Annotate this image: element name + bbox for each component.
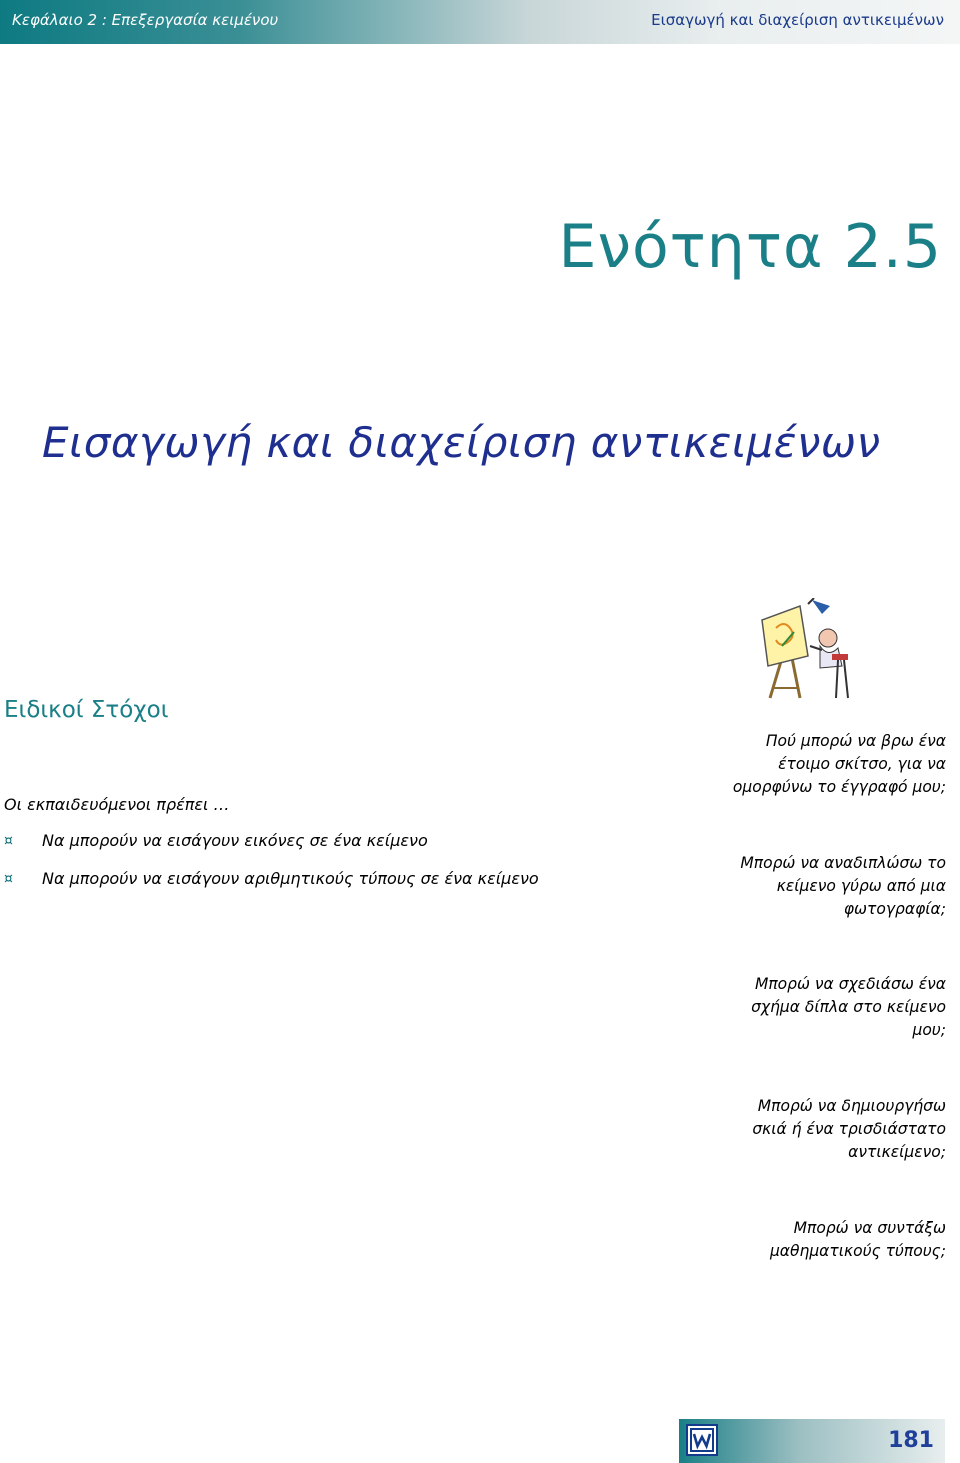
goals-intro: Οι εκπαιδευόμενοι πρέπει … <box>4 795 230 814</box>
question-line: Μπορώ να δημιουργήσω <box>757 1097 946 1115</box>
question-line: αντικείμενο; <box>848 1143 946 1161</box>
question <box>751 973 946 1042</box>
page-number: 181 <box>888 1428 934 1453</box>
question-line: Πού μπορώ να βρω ένα <box>765 732 946 750</box>
page-header <box>0 0 960 44</box>
question-line: σκιά ή ένα τρισδιάστατο <box>752 1120 946 1138</box>
goal-text: Να μπορούν να εισάγουν αριθμητικούς τύπους σε ένα κείμενο <box>42 869 539 888</box>
question-line: μου; <box>912 1021 946 1039</box>
question-line: Μπορώ να σχεδιάσω ένα <box>754 975 946 993</box>
main-title: Εισαγωγή και διαχείριση αντικειμένων <box>42 418 881 467</box>
question-line: έτοιμο σκίτσο, για να <box>778 755 946 773</box>
goals-heading: Ειδικοί Στόχοι <box>4 697 169 723</box>
word-icon <box>686 1424 718 1456</box>
question-line: φωτογραφία; <box>843 900 946 918</box>
section-title: Εισαγωγή και διαχείριση αντικειμένων <box>651 11 944 29</box>
unit-title: Ενότητα 2.5 <box>558 212 942 282</box>
question-line: μαθηματικούς τύπους; <box>769 1242 946 1260</box>
goal-item <box>4 869 539 888</box>
goal-text: Να μπορούν να εισάγουν εικόνες σε ένα κείμενο <box>42 831 428 850</box>
question-line: ομορφύνω το έγγραφό μου; <box>732 778 946 796</box>
question <box>733 730 946 799</box>
bullet-icon: ¤ <box>4 870 13 887</box>
question-line: κείμενο γύρω από μια <box>776 877 946 895</box>
question-line: Μπορώ να αναδιπλώσω το <box>740 854 946 872</box>
bullet-icon: ¤ <box>4 832 13 849</box>
question-line: σχήμα δίπλα στο κείμενο <box>751 998 946 1016</box>
artist-easel-icon <box>752 598 852 700</box>
question <box>752 1095 946 1164</box>
question <box>740 852 946 921</box>
question <box>770 1217 946 1263</box>
question-line: Μπορώ να συντάξω <box>793 1219 946 1237</box>
goal-item <box>4 831 428 850</box>
chapter-title: Κεφάλαιο 2 : Επεξεργασία κειμένου <box>12 11 279 29</box>
